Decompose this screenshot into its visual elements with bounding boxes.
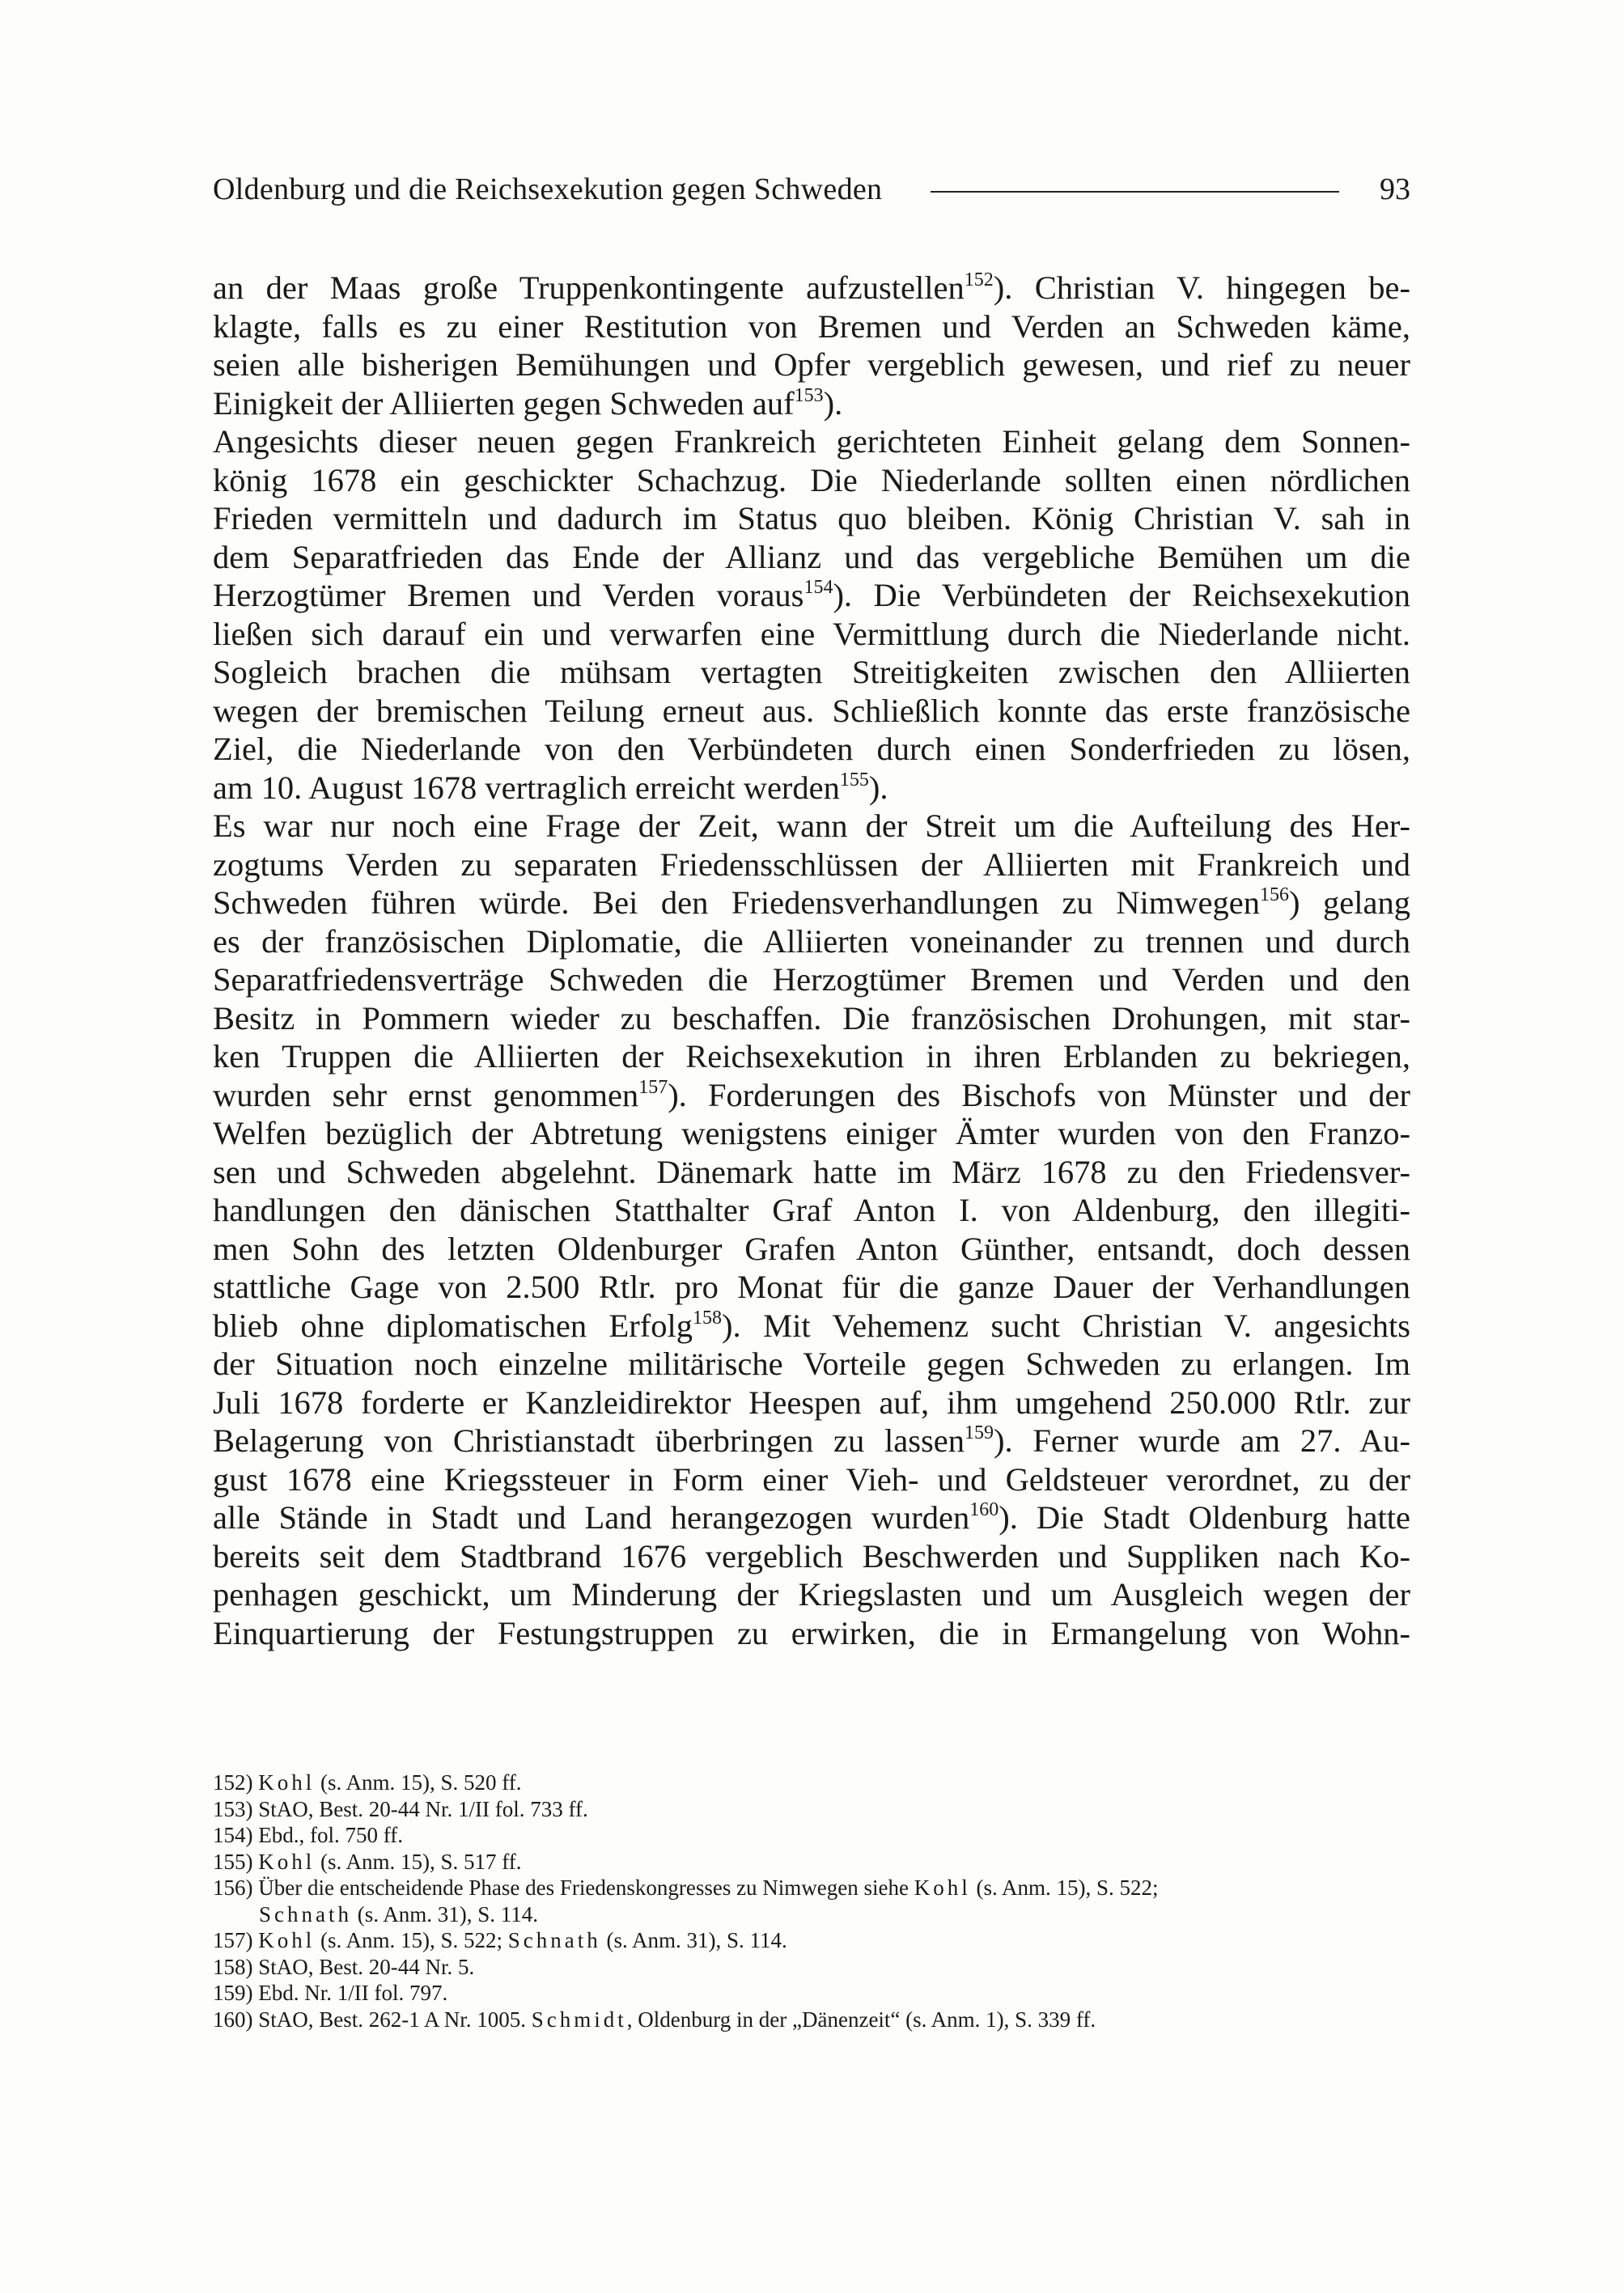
text-line: klagte, falls es zu einer Restitution von Bremen und Verden an Schweden käme, — [213, 307, 1410, 345]
footnote-158: 158) StAO, Best. 20-44 Nr. 5. — [213, 1954, 475, 1979]
footnote-156: 156) Über die entscheidende Phase des Friedenskongresses zu Nimwegen siehe Kohl (s. Anm. 15), S. 522; Schnath (s. Anm. 31), S. 114. — [213, 1875, 1410, 1927]
author-name: Schmidt — [531, 2007, 627, 2032]
text-line: ken Truppen die Alliierten der Reichsexekution in ihren Erblanden zu bekriegen, — [213, 1038, 1410, 1074]
text-line: gust 1678 eine Kriegssteuer in Form einer Vieh- und Geldsteuer verordnet, zu der — [213, 1460, 1410, 1498]
author-name: Kohl — [258, 1849, 316, 1874]
text-line: Einquartierung der Festungstruppen zu erwirken, die in Ermangelung von Wohn- — [213, 1614, 1410, 1651]
footnote-reference[interactable]: 158 — [693, 1307, 723, 1329]
text-line: zogtums Verden zu separaten Friedensschlüssen der Alliierten mit Frankreich und — [213, 846, 1410, 883]
text-line: Es war nur noch eine Frage der Zeit, wann der Streit um die Aufteilung des Her- — [213, 807, 1410, 844]
text-line: blieb ohne diplomatischen Erfolg$^{158}$). Mit Vehemenz sucht Christian V. angesichts — [213, 1307, 1410, 1344]
author-name: Schnath — [259, 1901, 352, 1926]
text-line: wegen der bremischen Teilung erneut aus. Schließlich konnte das erste französische — [213, 692, 1410, 729]
running-title: Oldenburg und die Reichsexekution gegen Schweden — [213, 172, 883, 206]
page-number: 93 — [1380, 172, 1410, 206]
author-name: Kohl — [258, 1928, 316, 1952]
footnote-continuation: Schnath (s. Anm. 31), S. 114. — [259, 1901, 539, 1926]
footnote-159: 159) Ebd. Nr. 1/II fol. 797. — [213, 1981, 448, 2005]
text-line: Schweden führen würde. Bei den Friedensverhandlungen zu Nimwegen$^{156}$) gelang — [213, 884, 1410, 921]
footnote-reference[interactable]: 156 — [1260, 884, 1290, 905]
text-line: Frieden vermitteln und dadurch im Status quo bleiben. König Christian V. sah in — [213, 500, 1410, 536]
text-line: ließen sich darauf ein und verwarfen eine Vermittlung durch die Niederlande nicht. — [213, 615, 1410, 652]
text-line: Angesichts dieser neuen gegen Frankreich gerichteten Einheit gelang dem Sonnen- — [213, 423, 1410, 460]
footnote-152: 152) Kohl (s. Anm. 15), S. 520 ff. — [213, 1770, 522, 1795]
text-line: handlungen den dänischen Statthalter Graf Anton I. von Aldenburg, den illegiti- — [213, 1192, 1410, 1228]
text-line: der Situation noch einzelne militärische Vorteile gegen Schweden zu erlangen. Im — [213, 1346, 1410, 1382]
text-line: alle Stände in Stadt und Land herangezogen wurden$^{160}$). Die Stadt Oldenburg hatte — [213, 1499, 1410, 1536]
text-line: am 10. August 1678 vertraglich erreicht werden$^{155}$). — [213, 769, 888, 806]
text-line: sen und Schweden abgelehnt. Dänemark hatte im März 1678 zu den Friedensver- — [213, 1153, 1410, 1190]
text-line: könig 1678 ein geschickter Schachzug. Die Niederlande sollten einen nördlichen — [213, 461, 1410, 498]
text-line: Sogleich brachen die mühsam vertagten Streitigkeiten zwischen den Alliierten — [213, 654, 1410, 690]
footnote-153: 153) StAO, Best. 20-44 Nr. 1/II fol. 733 ff. — [213, 1796, 588, 1821]
text-line: Ziel, die Niederlande von den Verbündeten durch einen Sonderfrieden zu lösen, — [213, 731, 1410, 767]
author-name: Schnath — [507, 1928, 601, 1952]
footnote-reference[interactable]: 155 — [839, 769, 869, 790]
footnote-reference[interactable]: 157 — [638, 1076, 668, 1098]
text-line: penhagen geschickt, um Minderung der Kriegslasten und um Ausgleich wegen der — [213, 1576, 1410, 1613]
text-line: stattliche Gage von 2.500 Rtlr. pro Monat für die ganze Dauer der Verhandlungen — [213, 1269, 1410, 1305]
text-line: seien alle bisherigen Bemühungen und Opfer vergeblich gewesen, und rief zu neuer — [213, 346, 1410, 383]
text-line: Herzogtümer Bremen und Verden voraus$^{154}$). Die Verbündeten der Reichsexekution — [213, 577, 1410, 613]
header-rule — [931, 191, 1339, 193]
text-line: Separatfriedensverträge Schweden die Herzogtümer Bremen und Verden und den — [213, 961, 1410, 998]
text-line: Welfen bezüglich der Abtretung wenigstens einiger Ämter wurden von den Franzo- — [213, 1115, 1410, 1151]
footnotes-section — [213, 1770, 1410, 2032]
author-name: Kohl — [914, 1876, 971, 1900]
footnote-155: 155) Kohl (s. Anm. 15), S. 517 ff. — [213, 1849, 522, 1874]
body-text — [213, 269, 1410, 1652]
footnote-reference[interactable]: 152 — [964, 269, 994, 290]
footnote-reference[interactable]: 160 — [969, 1499, 999, 1520]
text-line: bereits seit dem Stadtbrand 1676 vergeblich Beschwerden und Suppliken nach Ko- — [213, 1537, 1410, 1575]
text-line: wurden sehr ernst genommen$^{157}$). Forderungen des Bischofs von Münster und der — [213, 1076, 1410, 1113]
footnote-157: 157) Kohl (s. Anm. 15), S. 522; Schnath (s. Anm. 31), S. 114. — [213, 1928, 787, 1952]
text-line: Juli 1678 forderte er Kanzleidirektor Heespen auf, ihm umgehend 250.000 Rtlr. zur — [213, 1384, 1410, 1421]
footnote-reference[interactable]: 154 — [804, 577, 833, 598]
text-line: men Sohn des letzten Oldenburger Grafen Anton Günther, entsandt, doch dessen — [213, 1230, 1410, 1267]
footnote-reference[interactable]: 159 — [964, 1422, 994, 1443]
text-line: Einigkeit der Alliierten gegen Schweden auf$^{153}$). — [213, 384, 843, 422]
text-line: Besitz in Pommern wieder zu beschaffen. Die französischen Drohungen, mit star- — [213, 999, 1410, 1036]
running-header — [213, 167, 1410, 212]
author-name: Kohl — [258, 1770, 316, 1795]
text-line: Belagerung von Christianstadt überbringen zu lassen$^{159}$). Ferner wurde am 27. Au- — [213, 1422, 1411, 1459]
footnote-154: 154) Ebd., fol. 750 ff. — [213, 1823, 403, 1847]
footnote-160: 160) StAO, Best. 262-1 A Nr. 1005. Schmidt, Oldenburg in der „Dänenzeit“ (s. Anm. 1), S. 339 ff. — [213, 2007, 1096, 2032]
footnote-reference[interactable]: 153 — [794, 384, 824, 406]
text-line: an der Maas große Truppenkontingente aufzustellen$^{152}$). Christian V. hingegen be- — [213, 269, 1410, 306]
text-line: dem Separatfrieden das Ende der Allianz und das vergebliche Bemühen um die — [213, 538, 1410, 575]
text-line: es der französischen Diplomatie, die Alliierten voneinander zu trennen und durch — [213, 922, 1410, 960]
